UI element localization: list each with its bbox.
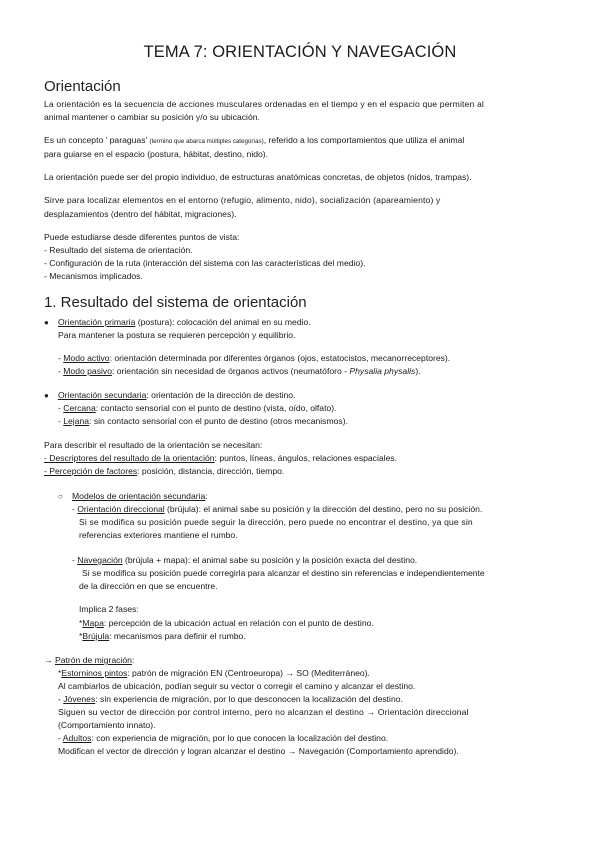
text-span: : <box>131 655 135 665</box>
term-label: Estorninos pintos <box>61 668 128 678</box>
paragraph-line <box>44 135 464 147</box>
list-item <box>58 694 403 705</box>
list-item <box>58 390 295 401</box>
star: * <box>58 668 62 678</box>
text-span: : patrón de migración EN (Centroeuropa) → SO (Mediterráneo). <box>127 668 370 678</box>
list-item: Modifican el vector de dirección y logran alcanzar el destino → Navegación (Comportamiento aprendido). <box>58 746 459 756</box>
term-label: Orientación secundaria <box>58 390 147 400</box>
dash: - <box>58 694 64 704</box>
text-span: : orientación sin necesidad de órganos activos (neumatóforo - <box>111 366 350 376</box>
list-item: referencias exteriores mantiene el rumbo. <box>79 530 238 540</box>
text-span: , referido a los comportamientos que utiliza el animal <box>263 135 465 145</box>
list-item: Si se modifica su posición puede corregirla para alcanzar el destino sin referencias e independientemente <box>82 568 485 578</box>
dash: - <box>58 366 64 376</box>
text-span: : orientación de la dirección de destino. <box>146 390 296 400</box>
text-span: : mecanismos para definir el rumbo. <box>109 631 246 641</box>
small-note: (termino que abarca múltiples categorías) <box>149 138 264 145</box>
term-label: Jóvenes <box>63 694 96 704</box>
text-span: : orientación determinada por diferentes órganos (ojos, estatocistos, mecanorreceptores). <box>109 353 451 363</box>
list-item: - Configuración de la ruta (interacción del sistema con las características del medio). <box>44 258 366 268</box>
arrow: → <box>44 655 55 665</box>
term-label: Mapa <box>82 618 104 628</box>
bullet-icon: ● <box>44 318 49 327</box>
paragraph-line: Para describir el resultado de la orientación se necesitan: <box>44 440 263 450</box>
list-item <box>79 631 246 642</box>
list-item: Para mantener la postura se requieren percepción y equilibrio. <box>58 330 296 340</box>
term-label: Orientación primaria <box>58 317 136 327</box>
heading-orientacion: Orientación <box>44 78 121 95</box>
paragraph-line: desplazamientos (dentro del hábitat, migraciones). <box>44 209 237 219</box>
list-item <box>58 416 348 427</box>
term-label: Modo pasivo <box>63 366 112 376</box>
dash: - <box>58 403 64 413</box>
text-span: : percepción de la ubicación actual en relación con el punto de destino. <box>103 618 374 628</box>
text-span: (brújula + mapa): el animal sabe su posición y la posición exacta del destino. <box>122 555 418 565</box>
term-label: Navegación <box>77 555 123 565</box>
star: * <box>79 631 83 641</box>
page-title: TEMA 7: ORIENTACIÓN Y NAVEGACIÓN <box>143 43 457 61</box>
text-span: ). <box>415 366 421 376</box>
term-label: - Percepción de factores <box>44 466 138 476</box>
dash: - <box>58 416 64 426</box>
text-span: Es un concepto ' paraguas' <box>44 135 150 145</box>
list-item: - Mecanismos implicados. <box>44 271 143 281</box>
text-span: : puntos, líneas, ángulos, relaciones espaciales. <box>214 453 398 463</box>
list-item: Siguen su vector de dirección por control interno, pero no alcanzan el destino → Orientación direccional <box>58 707 469 717</box>
species-name: Physalia physalis <box>349 366 416 376</box>
term-label: Lejana <box>63 416 90 426</box>
term-label: Modelos de orientación secundaria <box>72 491 206 501</box>
list-item <box>58 317 311 328</box>
list-item: (Comportamiento innato). <box>58 720 156 730</box>
paragraph-line: para guiarse en el espacio (postura, hábitat, destino, nido). <box>44 149 269 159</box>
text-span: : <box>205 491 208 501</box>
list-item <box>58 733 388 744</box>
bullet-icon: ● <box>44 391 49 400</box>
list-item <box>72 555 417 566</box>
text-span: : sin experiencia de migración, por lo que desconocen la localización del destino. <box>95 694 403 704</box>
list-item <box>58 403 337 414</box>
heading-resultado: 1. Resultado del sistema de orientación <box>44 294 307 311</box>
list-item: Si se modifica su posición puede seguir la dirección, pero puede no encontrar el destino, ya que sin <box>79 517 473 527</box>
dash: - <box>58 353 64 363</box>
dash: - <box>72 504 78 514</box>
paragraph-line: animal mantener o cambiar su posición y/o su ubicación. <box>44 112 260 122</box>
paragraph-line: Implica 2 fases: <box>79 604 139 614</box>
term-label: Modo activo <box>63 353 110 363</box>
term-label: Patrón de migración <box>54 655 132 665</box>
text-span: : sin contacto sensorial con el punto de destino (otros mecanismos). <box>89 416 348 426</box>
text-span: : con experiencia de migración, por lo que conocen la localización del destino. <box>91 733 389 743</box>
list-item <box>72 504 482 515</box>
text-span: : posición, distancia, dirección, tiempo. <box>137 466 285 476</box>
list-item <box>44 655 134 666</box>
paragraph-line: Sirve para localizar elementos en el entorno (refugio, alimento, nido), socialización (apareamiento) y <box>44 195 441 205</box>
term-label: Cercana <box>63 403 96 413</box>
list-item <box>58 668 370 679</box>
list-item <box>44 453 397 464</box>
term-label: Adultos <box>62 733 92 743</box>
list-item <box>72 491 208 502</box>
term-label: Brújula <box>82 631 110 641</box>
list-item: de la dirección en que se encuentre. <box>79 581 218 591</box>
list-item <box>79 618 374 629</box>
list-item <box>58 366 421 377</box>
text-span: (brújula): el animal sabe su posición y la dirección del destino, pero no su posición. <box>164 504 483 514</box>
dash: - <box>58 733 63 743</box>
paragraph-line: La orientación es la secuencia de acciones musculares ordenadas en el tiempo y en el espacio que permiten al <box>44 99 484 109</box>
list-item: Al cambiarlos de ubicación, podían seguir su vector o corregir el camino y alcanzar el destino. <box>58 681 416 691</box>
hollow-bullet-icon: ○ <box>58 492 63 501</box>
star: * <box>79 618 83 628</box>
list-item <box>58 353 450 364</box>
dash: - <box>72 555 78 565</box>
text-span: (postura): colocación del animal en su medio. <box>135 317 311 327</box>
list-item <box>44 466 284 477</box>
text-span: : contacto sensorial con el punto de destino (vista, oído, olfato). <box>95 403 337 413</box>
paragraph-line: Puede estudiarse desde diferentes puntos de vista: <box>44 232 240 242</box>
term-label: - Descriptores del resultado de la orientación <box>44 453 215 463</box>
term-label: Orientación direccional <box>77 504 165 514</box>
paragraph-line: La orientación puede ser del propio individuo, de estructuras anatómicas concretas, de objetos (nidos, trampas). <box>44 172 472 182</box>
list-item: - Resultado del sistema de orientación. <box>44 245 193 255</box>
